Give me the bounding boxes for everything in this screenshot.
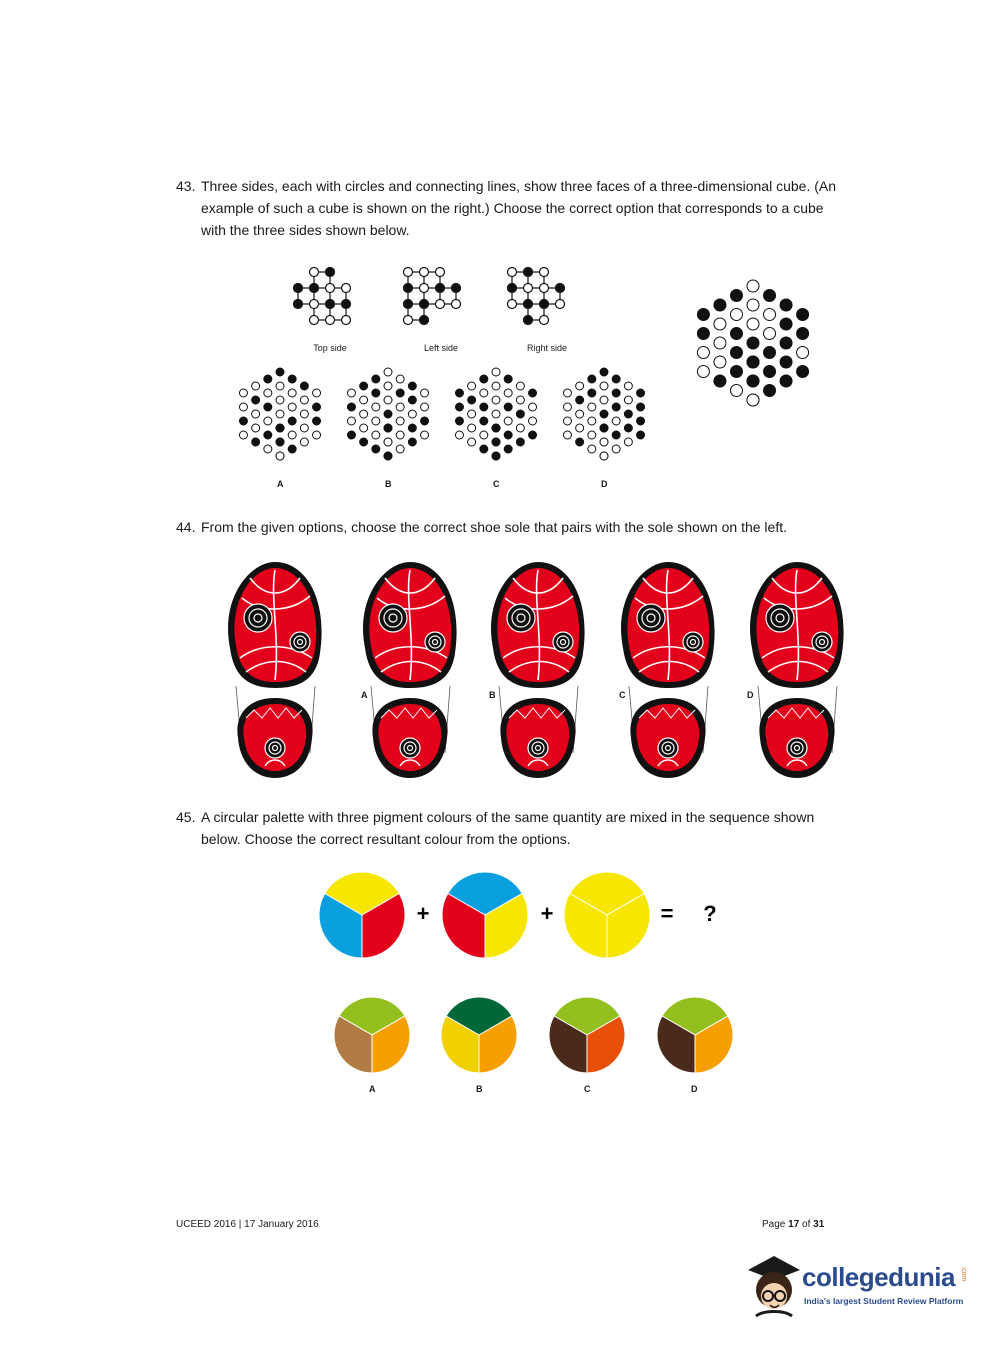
cube-face-2 [404,268,461,325]
palette-3 [564,872,650,958]
sole-option-a [363,562,457,778]
reference-sole [228,562,322,778]
cube-option-a [239,368,320,460]
footer-exam-info: UCEED 2016 | 17 January 2016 [176,1219,319,1230]
cube-option-b [347,368,428,460]
plus-operator: + [540,901,554,926]
q44-option-a: A [361,690,368,700]
logo-wordmark: collegedunia [802,1262,955,1292]
right-side-label: Right side [526,343,568,353]
palette-options-figure [325,990,745,1075]
palette-option-a [334,997,410,1073]
cube-options-figure [236,364,656,474]
q43-option-c: C [493,479,500,489]
example-cube [697,280,808,406]
q44-option-c: C [619,690,626,700]
q43-option-d: D [601,479,608,489]
cube-option-d [563,368,644,460]
palette-sequence-figure [315,868,735,963]
q44-option-d: D [747,690,754,700]
sole-option-b [491,562,585,778]
palette-option-c [549,997,625,1073]
example-cube-figure [690,272,820,460]
question-44 [176,516,836,538]
q43-option-a: A [277,479,284,489]
logo-tagline: India's largest Student Review Platform [804,1296,964,1306]
q45-option-d: D [691,1084,698,1094]
logo-suffix: .com [960,1266,967,1282]
question-43 [176,175,836,241]
footer-page-number: Page 17 of 31 [762,1219,825,1230]
question-number: 45. [176,809,196,825]
palette-option-d [657,997,733,1073]
question-mark: ? [703,901,717,926]
sole-option-c [621,562,715,778]
cube-face-1 [294,268,351,325]
left-side-label: Left side [423,343,459,353]
q45-option-b: B [476,1084,483,1094]
q45-option-a: A [369,1084,376,1094]
palette-option-b [441,997,517,1073]
sole-option-d [750,562,844,778]
question-text: From the given options, choose the correct shoe sole that pairs with the sole shown on the left. [201,519,787,535]
q43-option-b: B [385,479,392,489]
equals-operator: = [660,901,674,926]
question-text: A circular palette with three pigment colours of the same quantity are mixed in the sequence shown below. Choose the correct resultant colour from the options. [201,809,815,847]
question-text: Three sides, each with circles and connecting lines, show three faces of a three-dimensional cube. (An example of such a cube is shown on the right.) Choose the correct option that corresponds to a cube with the three sides shown below. [201,178,837,238]
palette-2 [442,872,528,958]
q45-option-c: C [584,1084,591,1094]
shoe-soles-figure [215,558,845,788]
mascot-icon [744,1250,804,1320]
cube-option-c [455,368,536,460]
question-45 [176,806,836,850]
question-number: 43. [176,178,196,194]
collegedunia-logo [744,1250,974,1320]
question-number: 44. [176,519,196,535]
palette-1 [319,872,405,958]
cube-face-3 [508,268,565,325]
top-side-label: Top side [313,343,347,353]
q44-option-b: B [489,690,496,700]
plus-operator: + [416,901,430,926]
